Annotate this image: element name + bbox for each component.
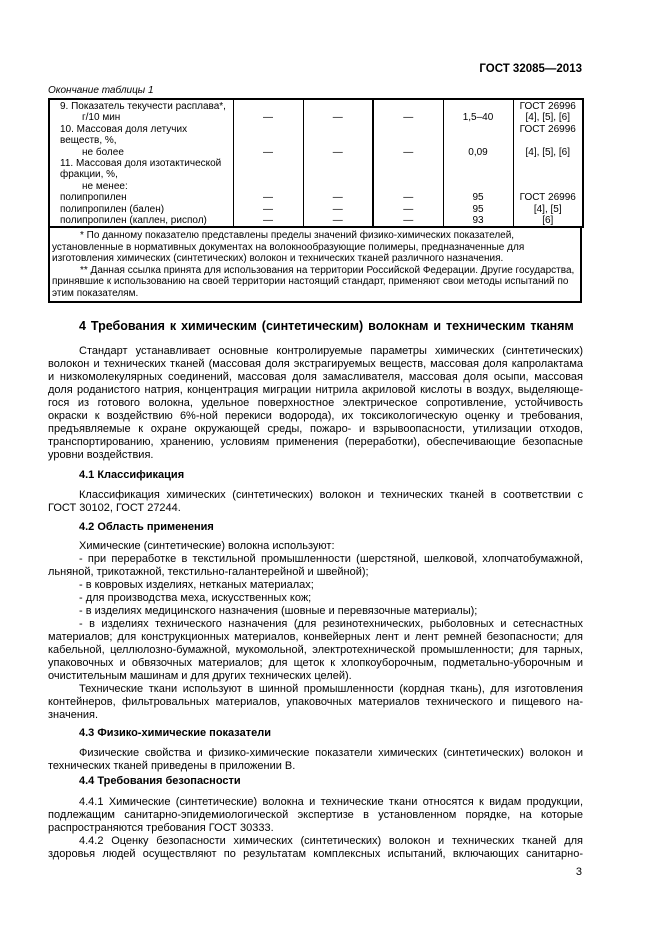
footnote-line: установленные в нормативных документах на волокнообразующие полимеры, предназначенные для <box>52 241 525 253</box>
text-line: волокон и технических тканей (массовая доля экстрагируемых веществ, массовая доля капролактама <box>48 357 583 370</box>
table-row <box>49 169 583 180</box>
table-row <box>49 215 583 227</box>
value-cell <box>373 135 443 146</box>
text-line: и низкомолекулярных соединений, массовая доля замасливателя, массовая доля осыпи, массовая <box>48 370 583 383</box>
text-line: гося из готового волокна, удельное поверхностное электрическое сопротивление, устойчивость <box>48 396 583 409</box>
value-cell <box>233 135 303 146</box>
table-row <box>49 124 583 135</box>
value-cell <box>443 99 513 112</box>
value-cell <box>233 124 303 135</box>
value-cell: — <box>233 204 303 215</box>
footnote-line: этим показателям. <box>52 287 139 299</box>
text-line: транспортированию, хранению, условиям применения (переработки), обеспечивающие безопасные <box>48 435 583 448</box>
value-cell: — <box>373 192 443 203</box>
indicator-cell: не более <box>82 146 124 158</box>
value-cell <box>443 124 513 135</box>
indicator-cell: 9. Показатель текучести расплава*, <box>60 101 226 112</box>
indicator-cell: полипропилен <box>60 192 127 204</box>
value-cell: — <box>233 112 303 123</box>
value-cell <box>373 169 443 180</box>
value-cell: 93 <box>443 215 513 227</box>
test-method-cell: [4], [5], [6] <box>513 147 583 158</box>
indicator-cell: полипропилен (каплен, риспол) <box>60 215 207 227</box>
test-method-cell <box>513 169 583 180</box>
list-item: - в изделиях технического назначения (для резинотехнических, рыболовных и сетеснастных <box>79 617 583 630</box>
table-row <box>49 204 583 215</box>
value-cell: 0,09 <box>443 147 513 158</box>
list-item: - в изделиях медицинского назначения (шовные и перевязочные материалы); <box>79 604 478 617</box>
value-cell <box>303 99 373 112</box>
value-cell <box>303 135 373 146</box>
value-cell: — <box>303 204 373 215</box>
indicator-cell: 10. Массовая доля летучих <box>60 123 188 135</box>
text-line: уровни воздействия. <box>48 448 154 461</box>
indicator-cell: фракции, %, <box>60 169 118 181</box>
text-line: подлежащим санитарно-эпидемиологической экспертизе в установленном порядке, на которые <box>48 808 583 821</box>
text-line: значения. <box>48 708 99 721</box>
text-line: кабельной, целлюлозно-бумажной, мукомольной, электротехнической промышленности; для тарных, <box>48 643 583 656</box>
value-cell <box>233 181 303 192</box>
text-line: Стандарт устанавливает основные контролируемые параметры химических (синтетических) <box>79 344 583 357</box>
indicator-cell: г/10 мин <box>82 112 121 124</box>
indicator-cell: 11. Массовая доля изотактической <box>60 158 222 170</box>
table-row <box>49 99 583 112</box>
subsection-title-properties: 4.3 Физико-химические показатели <box>79 727 271 739</box>
indicator-cell: веществ, %, <box>60 135 117 147</box>
section-title: 4 Требования к химическим (синтетическим) волокнам и техническим тканям <box>79 319 574 333</box>
text-line: упаковочных и обвязочных материалов; для щеток к хлопкоуборочным, подметально-уборочным и <box>48 656 583 669</box>
table-row <box>49 158 583 169</box>
properties-table <box>48 98 584 228</box>
text-line: Технические ткани используют в шинной промышленности (кордная ткань), для изготовления <box>79 682 583 695</box>
list-item: - при переработке в текстильной промышленности (шерстяной, шелковой, хлопчатобумажной, <box>79 552 583 565</box>
text-line: предъявляемые к охране окружающей среды, пожаро- и взрывоопасности, утилизации отходов, <box>48 422 583 435</box>
text-line: окраски к воздействию 6%-ной перекиси водорода), их токсикологическую оценку и требования, <box>48 409 583 422</box>
value-cell <box>373 158 443 169</box>
scope-paragraph <box>48 540 583 722</box>
text-line: 4.4.1 Химические (синтетические) волокна и технические ткани относятся к видам продукции, <box>79 795 583 808</box>
table-row <box>49 192 583 203</box>
test-method-cell: [4], [5], [6] <box>513 112 583 123</box>
value-cell <box>303 158 373 169</box>
text-line: Химические (синтетические) волокна используют: <box>79 539 335 552</box>
value-cell <box>373 181 443 192</box>
value-cell: — <box>303 215 373 227</box>
text-line: льняной, трикотажной, текстильно-галантерейной и швейной); <box>48 565 369 578</box>
table-row <box>49 181 583 192</box>
subsection-title-classification: 4.1 Классификация <box>79 468 185 481</box>
table-row <box>49 135 583 146</box>
value-cell <box>303 169 373 180</box>
text-line: здоровья людей осуществляют по результатам комплексных испытаний, включающих санитарно- <box>48 847 583 860</box>
standard-id-header: ГОСТ 32085—2013 <box>479 63 582 75</box>
test-method-cell: ГОСТ 26996 <box>513 99 583 112</box>
subsection-title-scope: 4.2 Область применения <box>79 520 214 533</box>
value-cell: — <box>303 147 373 158</box>
table-row <box>49 147 583 158</box>
value-cell <box>443 169 513 180</box>
value-cell <box>303 181 373 192</box>
value-cell: — <box>373 112 443 123</box>
value-cell <box>233 99 303 112</box>
subsection-title-safety: 4.4 Требования безопасности <box>79 774 241 787</box>
indicator-cell: полипропилен (бален) <box>60 203 165 215</box>
value-cell: 95 <box>443 204 513 215</box>
indicator-cell: не менее: <box>82 180 128 192</box>
text-line: очистительным машинам и для других технических целей). <box>48 669 352 682</box>
value-cell: 95 <box>443 192 513 203</box>
value-cell <box>303 124 373 135</box>
footnote-line: ** Данная ссылка принята для использования на территории Российской Федерации. Другие государства, <box>80 264 575 276</box>
text-line: ГОСТ 30102, ГОСТ 27244. <box>48 501 181 514</box>
footnote-line: * По данному показателю представлены пределы значений физико-химических показателей, <box>80 230 515 241</box>
text-line: распространяются требования ГОСТ 30333. <box>48 821 274 834</box>
value-cell: — <box>303 112 373 123</box>
test-method-cell <box>513 181 583 192</box>
value-cell: — <box>303 192 373 203</box>
value-cell: — <box>373 147 443 158</box>
test-method-cell: ГОСТ 26996 <box>513 124 583 135</box>
value-cell <box>443 158 513 169</box>
value-cell <box>373 99 443 112</box>
value-cell: 1,5–40 <box>443 112 513 123</box>
text-line: материалов; для конструкционных материалов, конвейерных лент и лент ремней безопасности; для <box>48 630 583 643</box>
footnote-line: принявшие к использованию на своей территории настоящий стандарт, применяют свои методы испытаний по <box>52 276 569 288</box>
list-item: - в ковровых изделиях, нетканых материалах; <box>79 578 314 591</box>
text-line: Классификация химических (синтетических) волокон и технических тканей в соответствии с <box>79 488 583 501</box>
page-number: 3 <box>575 866 582 878</box>
text-line: Физические свойства и физико-химические показатели химических (синтетических) волокон и <box>79 746 583 759</box>
test-method-cell: [6] <box>513 215 583 227</box>
value-cell <box>443 181 513 192</box>
value-cell: — <box>373 215 443 227</box>
test-method-cell <box>513 158 583 169</box>
section-intro-paragraph <box>48 345 583 462</box>
safety-paragraph <box>48 796 583 861</box>
text-line: контейнеров, фильтровальных материалов, упаковочных материалов технического и пищевого на- <box>48 695 583 708</box>
test-method-cell: ГОСТ 26996 <box>513 192 583 203</box>
value-cell: — <box>233 192 303 203</box>
value-cell <box>233 158 303 169</box>
value-cell <box>443 135 513 146</box>
table-footnotes <box>48 228 582 303</box>
test-method-cell <box>513 135 583 146</box>
text-line: технических тканей приведены в приложении В. <box>48 759 296 772</box>
value-cell: — <box>373 204 443 215</box>
table-caption: Окончание таблицы 1 <box>48 85 154 96</box>
table-row <box>49 112 583 123</box>
value-cell: — <box>233 147 303 158</box>
test-method-cell: [4], [5] <box>513 204 583 215</box>
text-line: доля роданистого натрия, концентрация миграции нитрила акриловой кислоты в воздух, выделяюще- <box>48 383 583 396</box>
properties-paragraph <box>48 747 583 773</box>
classification-paragraph <box>48 489 583 515</box>
list-item: - для производства меха, искусственных кож; <box>79 591 312 604</box>
footnote-line: изготовления химических (синтетических) волокон и технических тканей различного назначения. <box>52 253 504 265</box>
value-cell <box>373 124 443 135</box>
value-cell: — <box>233 215 303 227</box>
text-line: 4.4.2 Оценку безопасности химических (синтетических) волокон и технических тканей для <box>79 834 583 847</box>
value-cell <box>233 169 303 180</box>
